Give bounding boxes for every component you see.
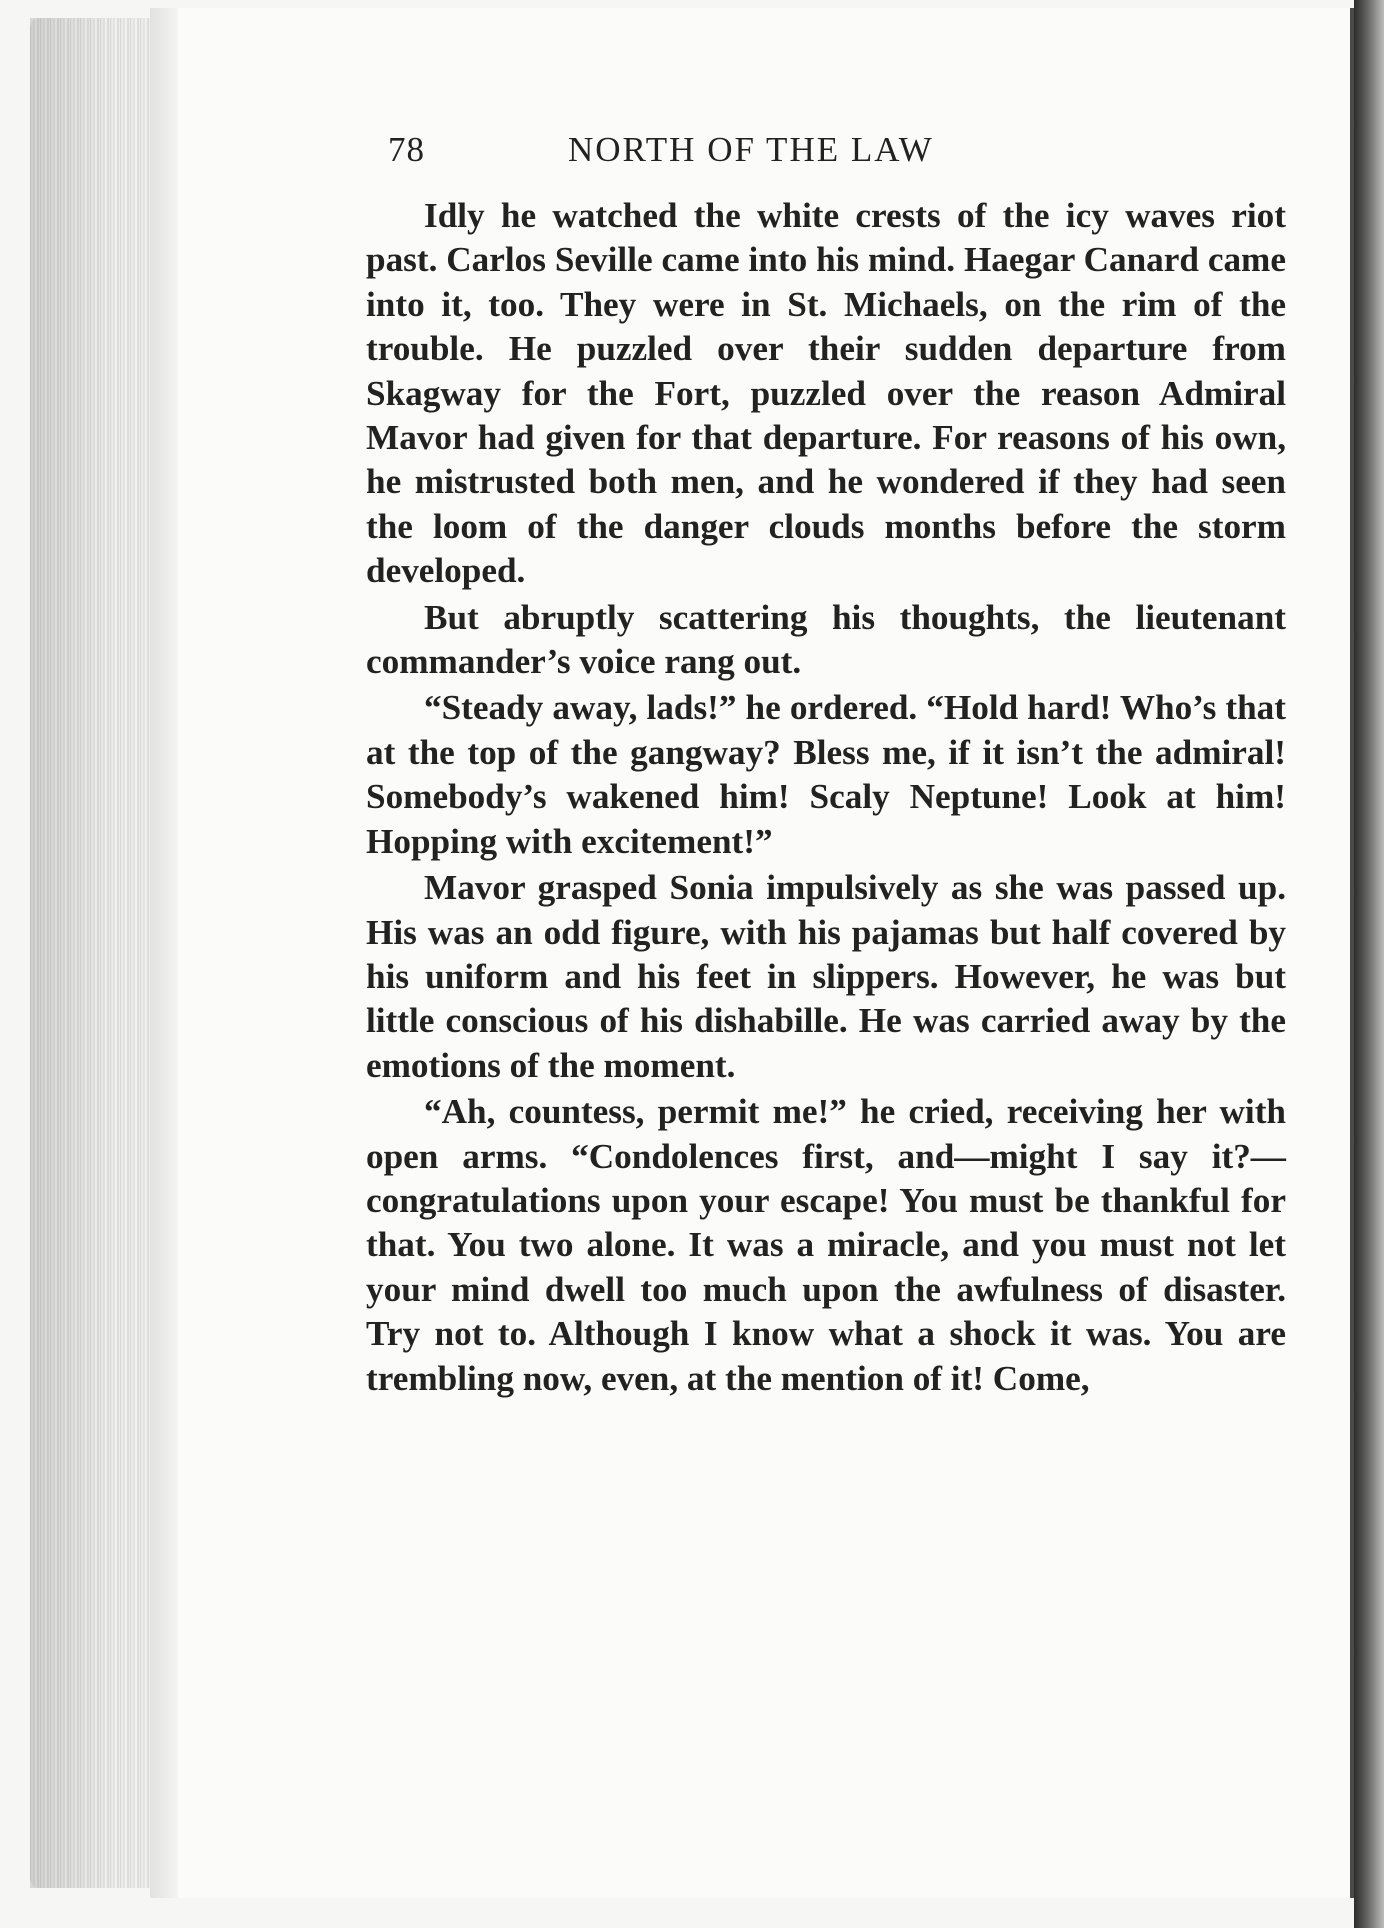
paragraph: “Ah, countess, permit me!” he cried, receiving her with open arms. “Condolences first, and—might I say it?—congratulations upon your escape! You must be thankful for that. You two alone. It was a miracle, and you must not let your mind dwell too much upon the awfulness of disaster. Try not to. Although I know what a shock it was. You are trembling now, even, at the mention of it! Come, (366, 1092, 1286, 1398)
paragraph: But abruptly scattering his thoughts, the lieutenant commander’s voice rang out. (366, 597, 1286, 682)
paragraph: Idly he watched the white crests of the icy waves riot past. Carlos Seville came into his mind. Haegar Canard came into it, too. They were in St. Michaels, on the rim of the trouble. He puzzled over their sudden departure from Skagway for the Fort, puzzled over the reason Admiral Mavor had given for that departure. For reasons of his own, he mistrusted both men, and he wondered if they had seen the loom of the danger clouds months before the storm developed. (366, 196, 1286, 591)
book-title: NORTH OF THE LAW (568, 130, 934, 169)
page-text-block (366, 130, 1286, 1401)
page-number: 78 (388, 130, 425, 169)
scan-dark-edge (1354, 0, 1384, 1928)
running-head (366, 130, 1286, 190)
stacked-page-edges (30, 18, 170, 1888)
paragraph: Mavor grasped Sonia impulsively as she was passed up. His was an odd figure, with his pajamas but half covered by his uniform and his feet in slippers. However, he was but little conscious of his dishabille. He was carried away by the emotions of the moment. (366, 868, 1286, 1085)
paragraph: “Steady away, lads!” he ordered. “Hold hard! Who’s that at the top of the gangway? Bless me, if it isn’t the admiral! Somebody’s wakened him! Scaly Neptune! Look at him! Hopping with excitement!” (366, 688, 1286, 861)
